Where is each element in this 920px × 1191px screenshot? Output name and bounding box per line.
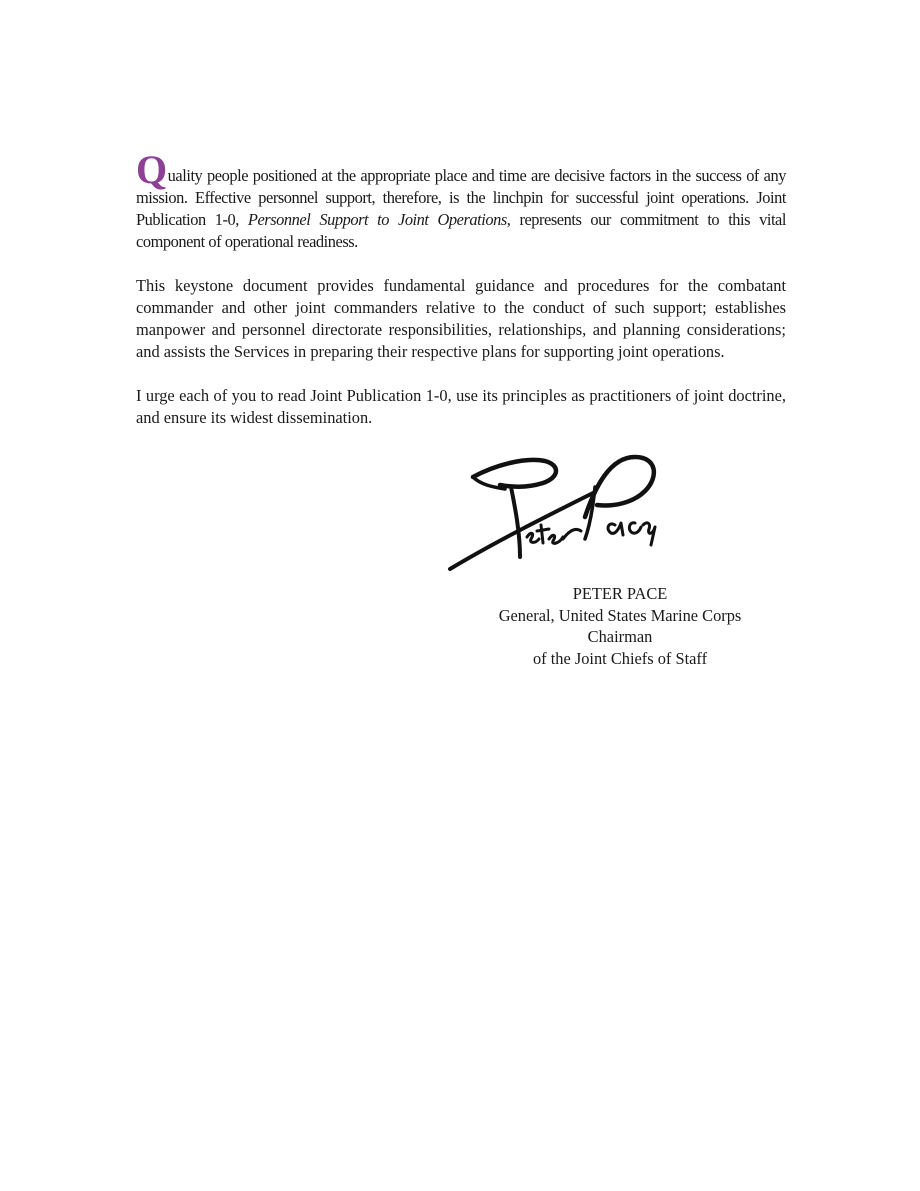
paragraph-urge: I urge each of you to read Joint Publication 1-0, use its principles as practitioners of joint doctrine, and ensure its widest dissemination. (136, 386, 786, 427)
paragraph-intro-text-1: uality people positioned at the appropriate place and time are decisive factors in the success of any mission. Effective personnel support, therefore, is the linchpin for successful joint operations. Joint Publication 1-0, (136, 166, 786, 229)
signatory-position: Chairman (587, 627, 653, 646)
paragraph-keystone: This keystone document provides fundamental guidance and procedures for the combatant commander and other joint commanders relative to the conduct of such support; establishes manpower and personnel directorate responsibilities, relationships, and planning considerations; and assists the Services in preparing their respective plans for supporting joint operations. (136, 276, 786, 361)
paragraph-intro (136, 147, 786, 253)
drop-cap: Q (136, 147, 167, 192)
handwritten-signature (445, 447, 670, 577)
signatory-name: PETER PACE (572, 584, 668, 603)
signature-image (445, 447, 670, 577)
paragraph-intro-text-2: , represents our commitment to this vital component of operational readiness. (136, 210, 786, 251)
publication-title: Personnel Support to Joint Operations (247, 210, 507, 229)
signature-block (470, 583, 770, 669)
signatory-organization: of the Joint Chiefs of Staff (532, 648, 708, 668)
signatory-rank: General, United States Marine Corps (498, 605, 742, 625)
letter-body (136, 147, 786, 451)
